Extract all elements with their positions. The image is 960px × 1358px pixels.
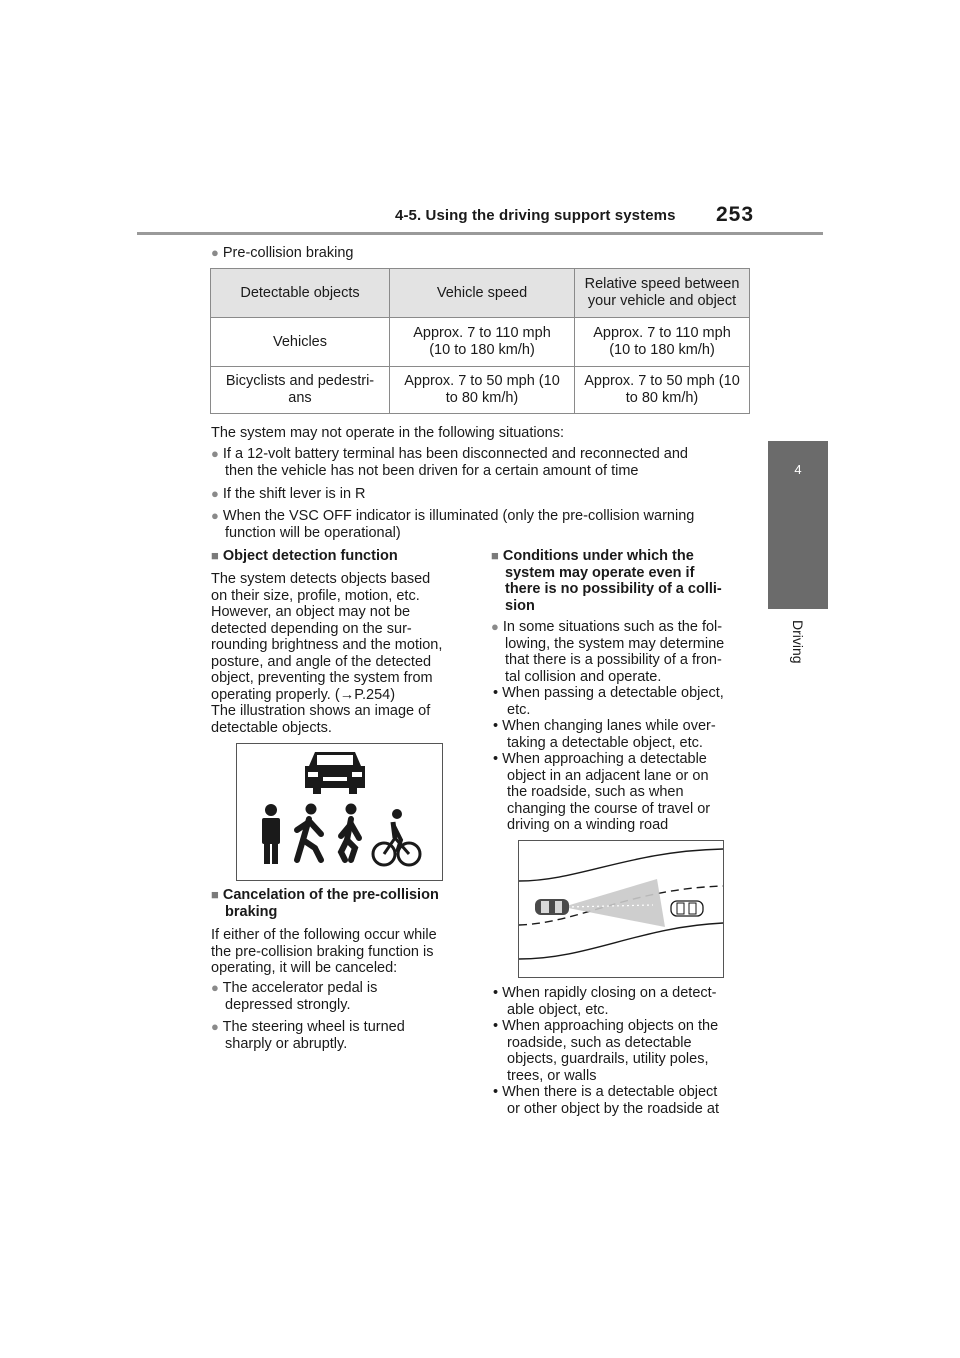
table-header: Vehicle speed: [390, 269, 575, 318]
detected-vehicle-icon: [671, 901, 703, 916]
pedestrian-walking-icon: [297, 804, 321, 861]
cancelation-text: If either of the following occur while the pre-collision braking function is operating, it will be canceled:: [211, 927, 437, 976]
bullet-icon: ●: [211, 446, 219, 461]
not-operate-lead: The system may not operate in the following situations:: [211, 425, 565, 441]
cancelation-heading: ■ Cancelation of the pre-collision braking: [211, 887, 439, 920]
conditions-heading: ■ Conditions under which the system may operate even if there is no possibility of a colli- sion: [491, 548, 722, 614]
list-item: • When there is a detectable object: [493, 1084, 718, 1100]
table-cell: Approx. 7 to 110 mph (10 to 180 km/h): [390, 318, 575, 367]
table-cell: Approx. 7 to 50 mph (10 to 80 km/h): [575, 367, 750, 414]
table-header: Relative speed between your vehicle and object: [575, 269, 750, 318]
table-header: Detectable objects: [211, 269, 390, 318]
conditions-bullet: ● In some situations such as the fol- lowing, the system may determine that there is a possibility of a fron- tal collision and operate.: [491, 619, 725, 685]
list-item: • When rapidly closing on a detect-: [493, 985, 717, 1001]
list-item: • When passing a detectable object,: [493, 685, 724, 701]
list-item: ● If the shift lever is in R: [211, 486, 366, 502]
list-item: ● If a 12-volt battery terminal has been disconnected and reconnected and then the vehicle has not been driven for a certain amount of time: [211, 446, 688, 479]
car-front-icon: [305, 752, 365, 794]
bullet-icon: ●: [211, 508, 219, 523]
pedestrian-standing-icon: [262, 804, 280, 864]
square-bullet-icon: ■: [211, 887, 219, 902]
conditions-list-a: • When passing a detectable object, etc. • When changing lanes while over- taking a detectable object, etc. • When approaching a detectable object in an adjacent lane or on the roadside, such as when changing the course of travel or driving on a winding road: [493, 685, 763, 834]
bullet-icon: ●: [211, 486, 219, 501]
table-cell: Approx. 7 to 110 mph (10 to 180 km/h): [575, 318, 750, 367]
bullet-icon: ●: [211, 980, 219, 995]
intro-bullet: ● Pre-collision braking: [211, 245, 354, 261]
chapter-label: Driving: [790, 620, 806, 664]
own-vehicle-icon: [535, 899, 569, 915]
list-item: • When approaching a detectable: [493, 751, 707, 767]
list-item: ● When the VSC OFF indicator is illuminated (only the pre-collision warning function will be operational): [211, 508, 695, 541]
list-item: ● The accelerator pedal is depressed strongly.: [211, 980, 378, 1013]
table-cell: Approx. 7 to 50 mph (10 to 80 km/h): [390, 367, 575, 414]
pedestrian-running-icon: [341, 804, 359, 861]
bullet-icon: ●: [211, 245, 219, 260]
square-bullet-icon: ■: [491, 548, 499, 563]
conditions-list-b: • When rapidly closing on a detect- able object, etc. • When approaching objects on the roadside, such as detectable objects, guardrails, utility poles, trees, or walls • When there is a detectable object or other object by the roadside at: [493, 985, 763, 1117]
chapter-number: 4: [794, 462, 802, 477]
list-item: • When approaching objects on the: [493, 1018, 719, 1034]
list-item: ● The steering wheel is turned sharply or abruptly.: [211, 1019, 405, 1052]
road-diagram: [518, 840, 724, 978]
table-header-row: [211, 269, 750, 318]
list-item: • When changing lanes while over-: [493, 718, 716, 734]
page-number: 253: [716, 203, 755, 226]
table-row: [211, 318, 750, 367]
detectable-objects-figure: [236, 743, 443, 881]
bicyclist-icon: [373, 809, 420, 865]
bullet-icon: ●: [491, 619, 499, 634]
header-rule: [137, 232, 823, 235]
square-bullet-icon: ■: [211, 548, 219, 563]
section-title: 4-5. Using the driving support systems: [395, 207, 676, 224]
table-row: [211, 367, 750, 414]
object-detection-heading: ■ Object detection function: [211, 548, 398, 564]
object-detection-text: The system detects objects based on their size, profile, motion, etc. However, an object may not be detected depending on the sur- rounding brightness and the motion, posture, and angle of the detected object, preventing the system from operating properly. (→P.254) The illustration shows an image of detectable objects.: [211, 571, 443, 736]
table-cell: Bicyclists and pedestri- ans: [211, 367, 390, 414]
detection-speed-table: [210, 268, 750, 414]
bullet-icon: ●: [211, 1019, 219, 1034]
table-cell: Vehicles: [211, 318, 390, 367]
